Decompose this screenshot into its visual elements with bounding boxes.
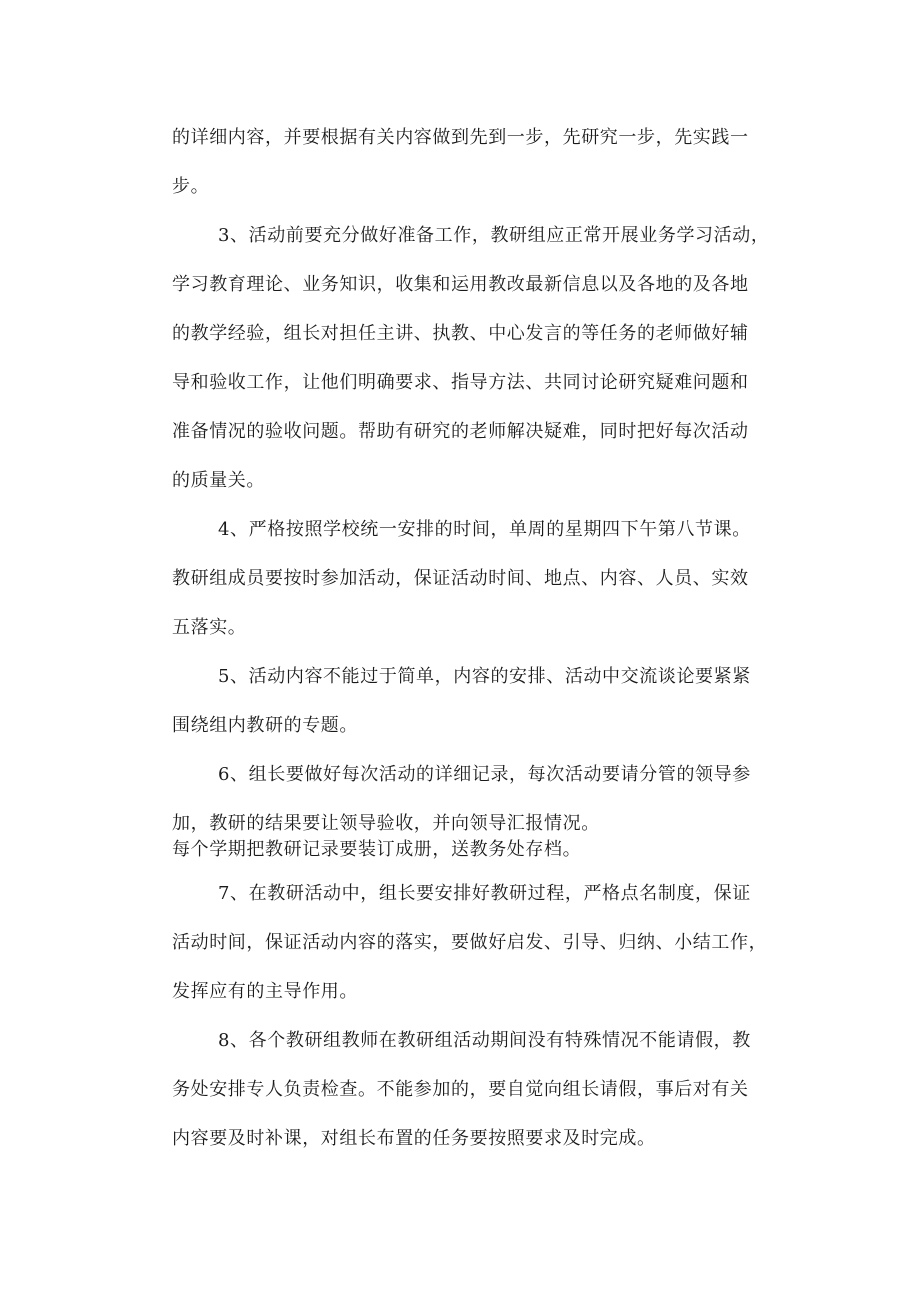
text-line: 内容要及时补课，对组长布置的任务要按照要求及时完成。 (172, 1128, 656, 1149)
paragraph-5-start: 5、活动内容不能过于简单，内容的安排、活动中交流谈论要紧紧 (218, 666, 751, 687)
paragraph-8-start: 8、各个教研组教师在教研组活动期间没有特殊情况不能请假，教 (218, 1030, 751, 1051)
text-line: 加，教研的结果要让领导验收，并向领导汇报情况。 (172, 813, 600, 834)
text-line: 活动时间，保证活动内容的落实，要做好启发、引导、归纳、小结工作， (172, 932, 768, 953)
text-line: 务处安排专人负责检查。不能参加的，要自觉向组长请假，事后对有关 (172, 1079, 749, 1100)
text-line: 围绕组内教研的专题。 (172, 715, 358, 736)
text-line: 五落实。 (172, 617, 247, 638)
text-line: 每个学期把教研记录要装订成册，送教务处存档。 (172, 839, 582, 860)
text-line: 准备情况的验收问题。帮助有研究的老师解决疑难，同时把好每次活动 (172, 421, 749, 442)
text-line: 的质量关。 (172, 470, 265, 491)
paragraph-4-start: 4、严格按照学校统一安排的时间，单周的星期四下午第八节课。 (218, 519, 751, 540)
text-line: 的教学经验，组长对担任主讲、执教、中心发言的等任务的老师做好辅 (172, 323, 749, 344)
paragraph-6-start: 6、组长要做好每次活动的详细记录，每次活动要请分管的领导参 (218, 764, 751, 785)
text-line: 发挥应有的主导作用。 (172, 981, 358, 1002)
paragraph-3-start: 3、活动前要充分做好准备工作，教研组应正常开展业务学习活动， (218, 225, 770, 246)
text-line: 教研组成员要按时参加活动，保证活动时间、地点、内容、人员、实效 (172, 568, 749, 589)
text-line: 的详细内容，并要根据有关内容做到先到一步，先研究一步，先实践一 (172, 127, 749, 148)
text-line: 学习教育理论、业务知识，收集和运用教改最新信息以及各地的及各地 (172, 274, 749, 295)
text-line: 导和验收工作，让他们明确要求、指导方法、共同讨论研究疑难问题和 (172, 372, 749, 393)
text-line: 步。 (172, 176, 210, 197)
paragraph-7-start: 7、在教研活动中，组长要安排好教研过程，严格点名制度，保证 (218, 883, 751, 904)
